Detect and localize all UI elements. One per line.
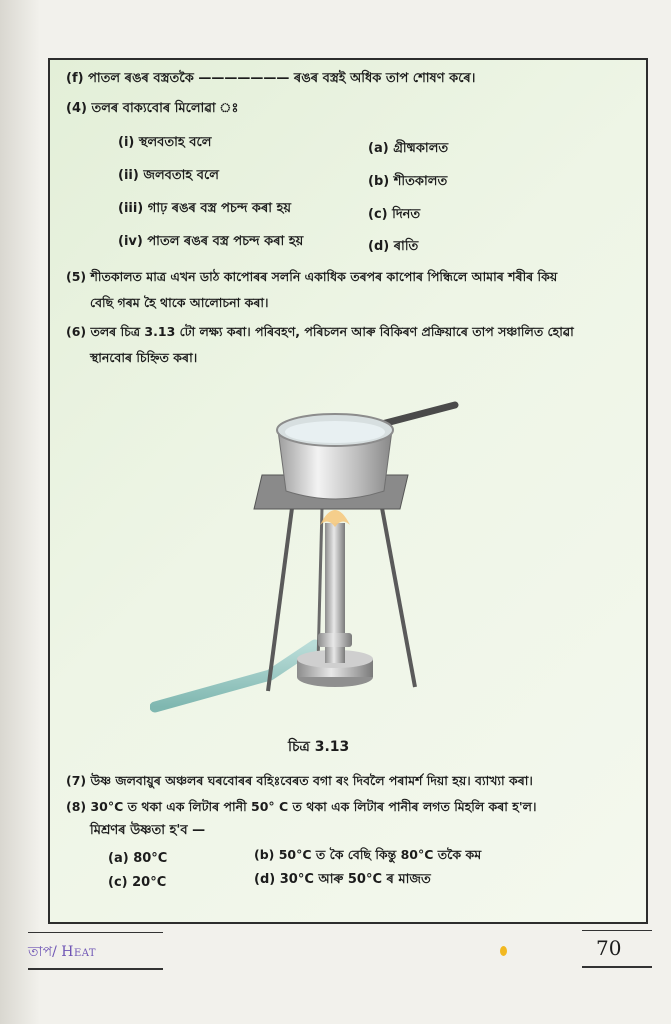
page-number: 70: [596, 936, 622, 960]
question-8-line1: (8) 30°C ত থকা এক লিটাৰ পানী 50° C ত থকা এক লিটাৰ পানীৰ লগত মিহলি কৰা হ'ল।: [66, 799, 537, 814]
question-6-line1: (6) তলৰ চিত্ৰ 3.13 টো লক্ষ্য কৰা। পৰিবহণ, পৰিচলন আৰু বিকিৰণ প্ৰক্ৰিয়াৰে তাপ সঞ্চালিত হোৱা: [66, 324, 574, 339]
tripod-leg: [382, 508, 415, 687]
question-5-line2: বেছি গৰম হৈ থাকে আলোচনা কৰা।: [90, 295, 269, 310]
match-right-d: (d) ৰাতি: [368, 239, 419, 254]
question-6-line2: স্থানবোৰ চিহ্নিত কৰা।: [90, 350, 198, 365]
match-right-b: (b) শীতকালত: [368, 174, 448, 189]
match-left-2: (ii) জলবতাহ বলে: [118, 168, 219, 183]
decorative-dot: [500, 946, 507, 956]
question-4: (4) তলৰ বাক্যবোৰ মিলোৱা ঃ: [66, 101, 239, 116]
option-b: (b) 50°C ত কৈ বেছি কিন্তু 80°C তকৈ কম: [254, 847, 482, 862]
option-c: (c) 20°C: [108, 875, 167, 890]
page-number-rule-bottom: [582, 966, 652, 968]
gas-tube: [155, 645, 315, 707]
footer-rule-bottom: [28, 968, 163, 970]
question-8-line2: মিশ্ৰণৰ উষ্ণতা হ'ব —: [90, 823, 206, 838]
option-d: (d) 30°C আৰু 50°C ৰ মাজত: [254, 872, 431, 887]
question-7: (7) উষ্ণ জলবায়ুৰ অঞ্চলৰ ঘৰবোৰৰ বহিঃবেৰত বগা ৰং দিবলৈ পৰামৰ্শ দিয়া হয়। ব্যাখ্যা কৰা।: [66, 773, 533, 788]
match-left-1: (i) স্থলবতাহ বলে: [118, 135, 212, 150]
footer-rule-top: [28, 932, 163, 933]
question-fill-blank: (f) পাতল ৰঙৰ বস্ত্ৰতকৈ ——————— ৰঙৰ বস্ত্ৰই অধিক তাপ শোষণ কৰে।: [66, 71, 476, 86]
question-5-line1: (5) শীতকালত মাত্ৰ এখন ডাঠ কাপোৰৰ সলনি একাধিক তৰপৰ কাপোৰ পিন্ধিলে আমাৰ শৰীৰ কিয়: [66, 269, 558, 284]
match-right-c: (c) দিনত: [368, 207, 421, 222]
figure-burner-illustration: [150, 395, 470, 725]
flame: [320, 510, 350, 527]
option-a: (a) 80°C: [108, 851, 168, 866]
page-edge-shadow: [0, 0, 40, 1024]
match-left-4: (iv) পাতল ৰঙৰ বস্ত্ৰ পচন্দ কৰা হয়: [118, 234, 304, 249]
pan-handle: [378, 405, 455, 425]
chapter-label: তাপ/ Heat: [28, 944, 97, 960]
match-left-3: (iii) গাঢ় ৰঙৰ বস্ত্ৰ পচন্দ কৰা হয়: [118, 201, 292, 216]
figure-caption: চিত্ৰ 3.13: [288, 739, 350, 755]
page-number-rule-top: [582, 930, 652, 931]
match-right-a: (a) গ্ৰীষ্মকালত: [368, 141, 449, 156]
